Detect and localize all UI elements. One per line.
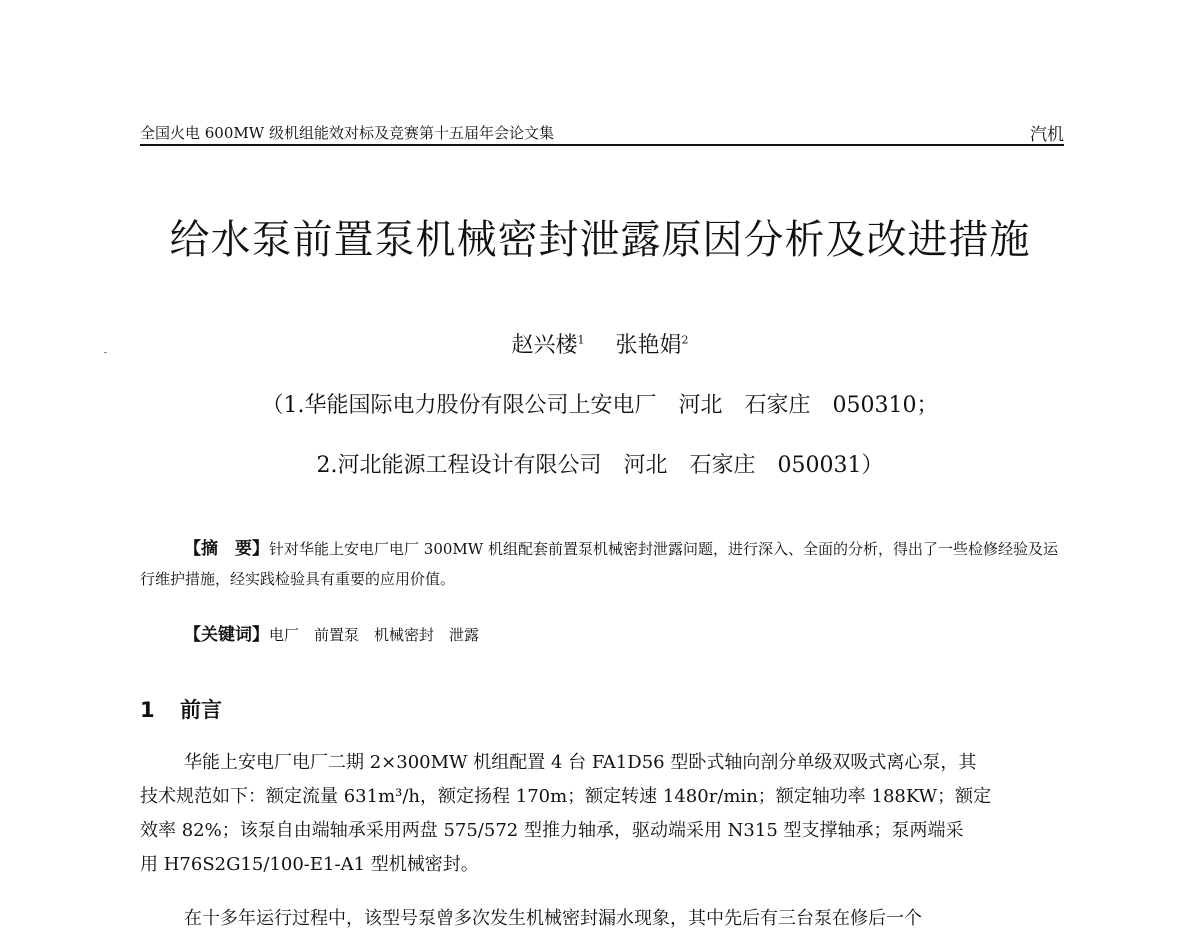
abstract-label: 【摘 要】 [184,539,269,559]
affiliation-1: （1.华能国际电力股份有限公司上安电厂 河北 石家庄 050310； [261,393,939,418]
paragraph-line: 华能上安电厂电厂二期 2×300MW 机组配置 4 台 FA1D56 型卧式轴向剖分单级双吸式离心泵，其 [184,752,977,773]
author-list [0,328,1200,359]
section-title: 前言 [180,698,222,722]
header-section-label: 汽机 [1030,125,1064,145]
running-header [140,120,1064,146]
body-paragraph-1 [140,746,1064,882]
author-name: 赵兴楼$^1$ [511,333,585,358]
author-name: 张艳娟$^2$ [615,333,689,358]
paragraph-line: 在十多年运行过程中，该型号泵曾多次发生机械密封漏水现象，其中先后有三台泵在修后一个 [184,908,922,929]
abstract [140,534,1064,594]
keywords-text: 电厂 前置泵 机械密封 泄露 [269,626,480,644]
body-paragraph-2 [140,902,1064,936]
keywords-label: 【关键词】 [184,625,269,645]
section-number: 1 [140,698,155,722]
paragraph-line: 技术规范如下：额定流量 631m³/h，额定扬程 170m；额定转速 1480r/min；额定轴功率 188KW；额定 [140,786,992,807]
keywords [184,620,479,645]
paragraph-line: 效率 82%；该泵自由端轴承采用两盘 575/572 型推力轴承，驱动端采用 N315 型支撑轴承；泵两端采 [140,820,964,841]
header-proceedings-title: 全国火电 600MW 级机组能效对标及竞赛第十五届年会论文集 [140,124,554,142]
author-affiliation-mark: 2 [681,333,689,347]
scan-artifact-mark [104,352,107,353]
abstract-text: 针对华能上安电厂电厂 300MW 机组配套前置泵机械密封泄露问题，进行深入、全面的分析，得出了一些检修经验及运行维护措施，经实践检验具有重要的应用价值。 [140,540,1058,588]
paragraph-line: 用 H76S2G15/100-E1-A1 型机械密封。 [140,854,479,875]
author-affiliation-mark: 1 [577,333,585,347]
affiliation-2: 2.河北能源工程设计有限公司 河北 石家庄 050031） [316,453,884,478]
section-heading [140,694,222,724]
paper-title: 给水泵前置泵机械密封泄露原因分析及改进措施 [169,217,1031,263]
